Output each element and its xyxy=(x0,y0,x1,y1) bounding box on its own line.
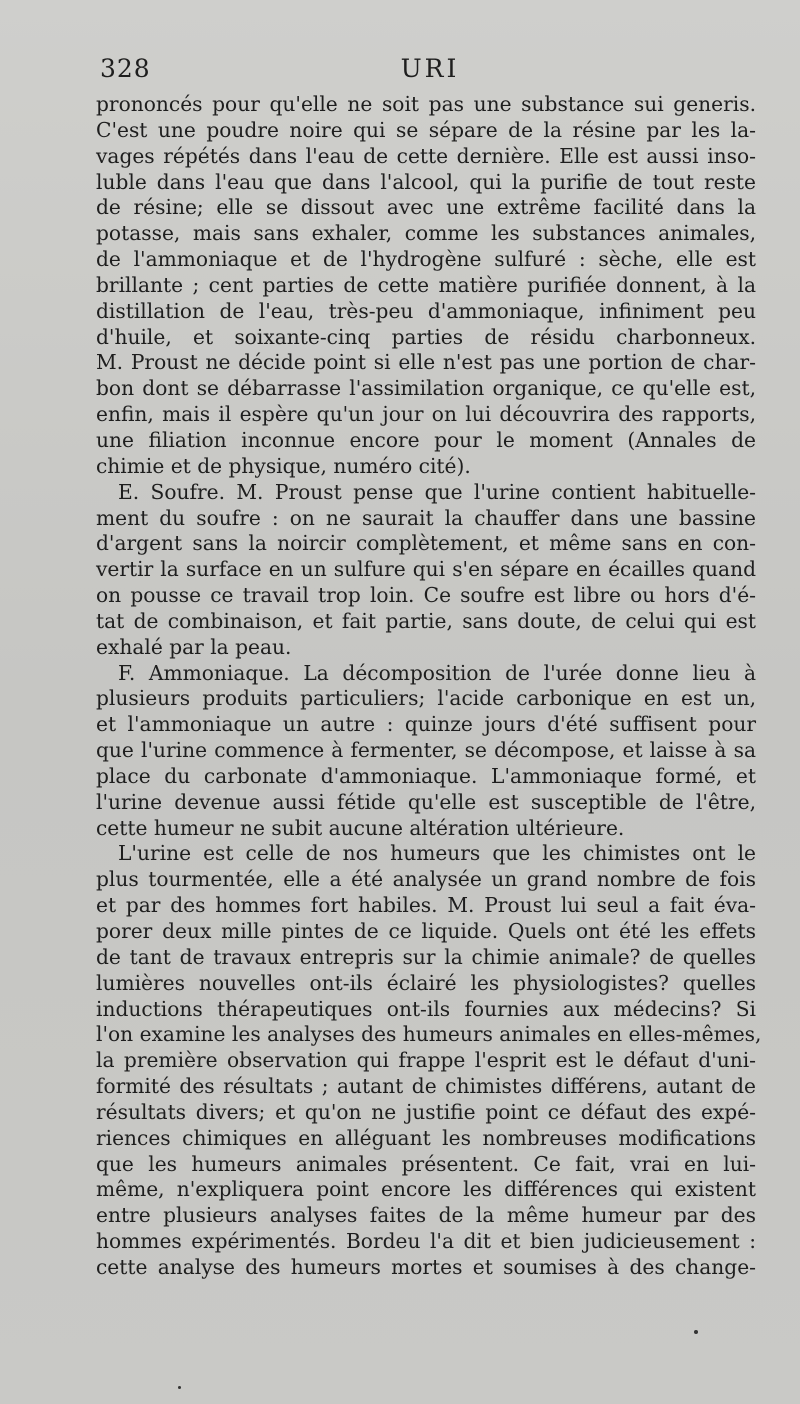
text-line: vertir la surface en un sulfure qui s'en sépare en écailles quand xyxy=(96,557,756,582)
text-line: C'est une poudre noire qui se sépare de la résine par les la- xyxy=(96,117,756,142)
text-line: d'huile, et soixante-cinq parties de résidu charbonneux. xyxy=(96,324,756,349)
text-line: la première observation qui frappe l'esprit est le défaut d'uni- xyxy=(96,1048,756,1073)
page-number: 328 xyxy=(100,54,151,83)
text-line: cette humeur ne subit aucune altération ultérieure. xyxy=(96,815,625,840)
text-line: E. Soufre. M. Proust pense que l'urine contient habituelle- xyxy=(118,479,756,504)
text-line: plus tourmentée, elle a été analysée un grand nombre de fois xyxy=(96,867,756,892)
text-line: distillation de l'eau, très-peu d'ammoniaque, infiniment peu xyxy=(96,298,756,323)
text-line: formité des résultats ; autant de chimistes différens, autant de xyxy=(96,1074,756,1099)
text-line: ment du soufre : on ne saurait la chauffer dans une bassine xyxy=(96,505,756,530)
text-line: vages répétés dans l'eau de cette dernière. Elle est aussi inso- xyxy=(96,143,756,168)
text-line: de tant de travaux entrepris sur la chimie animale? de quelles xyxy=(96,944,756,969)
text-line: hommes expérimentés. Bordeu l'a dit et bien judicieusement : xyxy=(96,1229,756,1254)
text-line: que l'urine commence à fermenter, se décompose, et laisse à sa xyxy=(96,738,756,763)
body-text xyxy=(96,92,762,1281)
text-line: l'urine devenue aussi fétide qu'elle est susceptible de l'être, xyxy=(96,789,756,814)
text-line: porer deux mille pintes de ce liquide. Quels ont été les effets xyxy=(96,919,756,943)
text-line: d'argent sans la noircir complètement, et même sans en con- xyxy=(96,531,756,556)
text-line: même, n'expliquera point encore les différences qui existent xyxy=(96,1177,756,1202)
page-header xyxy=(100,54,760,94)
text-line: place du carbonate d'ammoniaque. L'ammoniaque formé, et xyxy=(96,763,756,788)
text-line: entre plusieurs analyses faites de la même humeur par des xyxy=(96,1203,756,1228)
text-line: résultats divers; et qu'on ne justifie point ce défaut des expé- xyxy=(96,1099,756,1124)
text-line: potasse, mais sans exhaler, comme les substances animales, xyxy=(96,221,756,246)
text-line: riences chimiques en alléguant les nombreuses modifications xyxy=(96,1125,756,1150)
text-line: l'on examine les analyses des humeurs animales en elles-mêmes, xyxy=(96,1022,762,1047)
text-line: enfin, mais il espère qu'un jour on lui découvrira des rapports, xyxy=(96,402,756,427)
text-line: F. Ammoniaque. La décomposition de l'urée donne lieu à xyxy=(118,660,756,685)
text-line: tat de combinaison, et fait partie, sans doute, de celui qui est xyxy=(96,608,756,633)
ink-speck xyxy=(178,1386,181,1389)
text-line: que les humeurs animales présentent. Ce fait, vrai en lui- xyxy=(96,1151,756,1176)
text-line: prononcés pour qu'elle ne soit pas une substance sui generis. xyxy=(96,92,756,116)
text-line: une filiation inconnue encore pour le moment (Annales de xyxy=(96,427,756,452)
text-line: L'urine est celle de nos humeurs que les chimistes ont le xyxy=(118,841,756,866)
text-line: de l'ammoniaque et de l'hydrogène sulfuré : sèche, elle est xyxy=(96,247,756,272)
text-line: exhalé par la peau. xyxy=(96,634,292,659)
text-line: cette analyse des humeurs mortes et soumises à des change- xyxy=(96,1254,756,1279)
text-line: chimie et de physique, numéro cité). xyxy=(96,453,471,478)
ink-speck xyxy=(694,1330,698,1334)
text-line: on pousse ce travail trop loin. Ce soufre est libre ou hors d'é- xyxy=(96,583,756,608)
text-line: inductions thérapeutiques ont-ils fournies aux médecins? Si xyxy=(96,996,756,1021)
running-head: URI xyxy=(400,54,460,83)
text-line: plusieurs produits particuliers; l'acide carbonique en est un, xyxy=(96,686,756,711)
text-line: et par des hommes fort habiles. M. Proust lui seul a fait éva- xyxy=(96,893,756,918)
text-line: luble dans l'eau que dans l'alcool, qui la purifie de tout reste xyxy=(96,169,756,194)
text-line: de résine; elle se dissout avec une extrême facilité dans la xyxy=(96,195,756,220)
text-line: lumières nouvelles ont-ils éclairé les physiologistes? quelles xyxy=(96,970,756,995)
text-line: M. Proust ne décide point si elle n'est pas une portion de char- xyxy=(96,350,756,375)
text-line: et l'ammoniaque un autre : quinze jours d'été suffisent pour xyxy=(96,712,756,737)
text-line: brillante ; cent parties de cette matière purifiée donnent, à la xyxy=(96,272,756,297)
text-line: bon dont se débarrasse l'assimilation organique, ce qu'elle est, xyxy=(96,376,756,401)
